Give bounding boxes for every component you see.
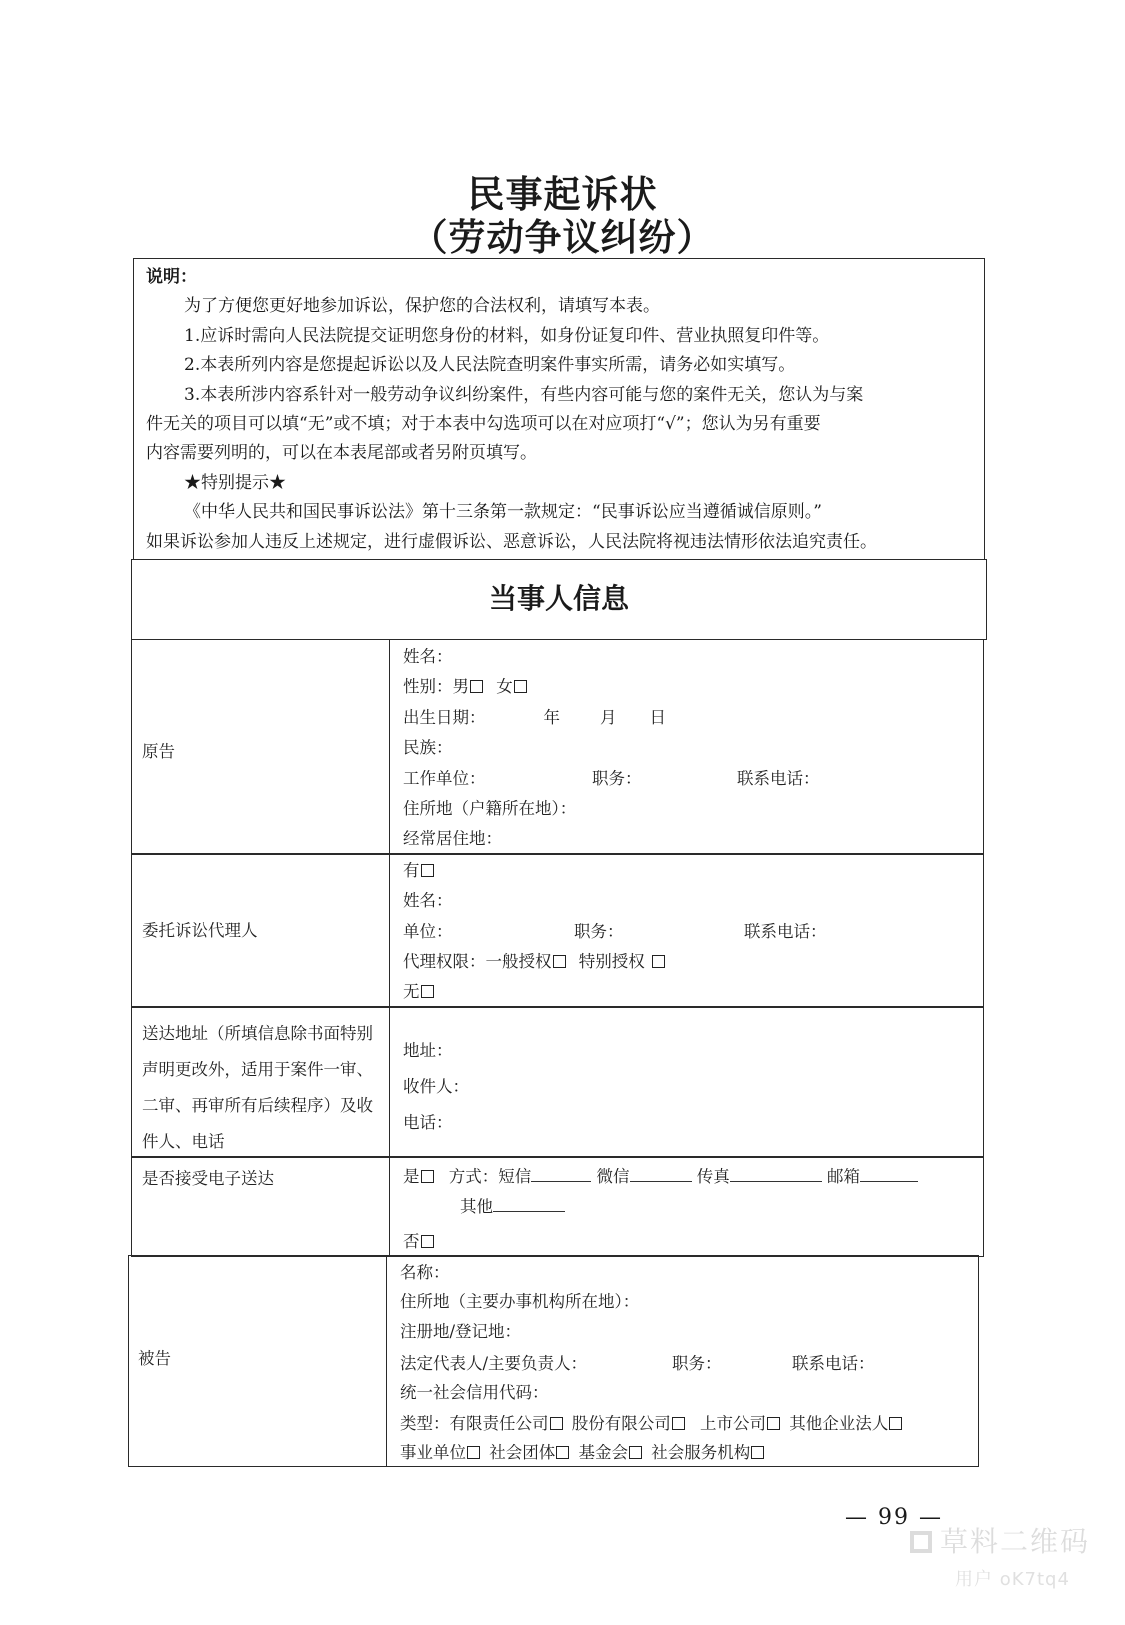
fax-blank[interactable]	[730, 1166, 822, 1182]
electronic-yes-checkbox[interactable]	[421, 1170, 434, 1183]
delivery-label-line-2: 声明更改外，适用于案件一审、	[142, 1060, 373, 1079]
agent-position-field[interactable]	[574, 918, 624, 942]
institution-label: 事业单位	[400, 1443, 466, 1462]
instructions-box	[133, 258, 985, 560]
instructions-intro: 为了方便您更好地参加诉讼，保护您的合法权利，请填写本表。	[184, 296, 660, 317]
plaintiff-residence-field[interactable]	[403, 825, 502, 849]
watermark	[910, 1520, 1090, 1560]
plaintiff-name-field[interactable]	[403, 643, 453, 667]
agent-unit-label: 单位：	[403, 922, 453, 941]
qr-logo-icon	[910, 1531, 932, 1553]
ethnicity-label: 民族：	[403, 738, 453, 757]
electronic-other	[460, 1193, 565, 1217]
wechat-label: 微信	[596, 1167, 630, 1186]
special-authority-label: 特别授权	[578, 952, 645, 971]
credit-code-label: 统一社会信用代码：	[400, 1383, 549, 1402]
agent-none-option	[403, 978, 436, 1002]
foundation-label: 基金会	[578, 1443, 628, 1462]
general-authority-label: 代理权限：一般授权	[403, 952, 552, 971]
delivery-label	[142, 1016, 373, 1160]
law-citation-line-2: 如果诉讼参加人违反上述规定，进行虚假诉讼、恶意诉讼，人民法院将视违法情形依法追究责任。	[146, 531, 877, 552]
listed-company-checkbox[interactable]	[767, 1417, 780, 1430]
other-label: 其他	[460, 1197, 493, 1216]
delivery-recipient-field[interactable]	[403, 1073, 469, 1097]
instructions-heading: 说明：	[146, 267, 197, 287]
defendant-position-field[interactable]	[672, 1350, 722, 1374]
plaintiff-birthdate-field[interactable]	[403, 704, 666, 728]
plaintiff-phone-field[interactable]	[737, 765, 820, 789]
institution-checkbox[interactable]	[467, 1446, 480, 1459]
month-label: 月	[600, 708, 617, 727]
delivery-phone-field[interactable]	[403, 1109, 453, 1133]
fax-label: 传真	[696, 1167, 730, 1186]
party-info-heading: 当事人信息	[131, 559, 987, 640]
social-service-checkbox[interactable]	[751, 1446, 764, 1459]
instructions-item-3-line-3: 内容需要列明的，可以在本表尾部或者另附页填写。	[146, 443, 537, 464]
defendant-type-row-2	[400, 1439, 766, 1463]
agent-authority-field	[403, 948, 667, 972]
agent-name-label: 姓名：	[403, 891, 453, 910]
agent-label: 委托诉讼代理人	[142, 921, 258, 940]
other-corp-checkbox[interactable]	[889, 1417, 902, 1430]
defendant-name-label: 名称：	[400, 1263, 450, 1282]
plaintiff-label: 原告	[142, 742, 175, 761]
foundation-checkbox[interactable]	[629, 1446, 642, 1459]
defendant-divider	[386, 1255, 387, 1467]
instructions-item-2: 2.本表所列内容是您提起诉讼以及人民法院查明案件事实所需，请务必如实填写。	[184, 355, 796, 376]
document-title: 民事起诉状	[467, 172, 658, 216]
defendant-phone-field[interactable]	[792, 1350, 875, 1374]
defendant-label: 被告	[138, 1349, 171, 1368]
social-group-checkbox[interactable]	[556, 1446, 569, 1459]
instructions-item-3-line-2: 件无关的项目可以填“无”或不填；对于本表中勾选项可以在对应项打“√”；您认为另有重要	[146, 414, 821, 435]
social-service-label: 社会服务机构	[651, 1443, 751, 1462]
delivery-address-field[interactable]	[403, 1037, 453, 1061]
other-blank[interactable]	[493, 1196, 565, 1212]
sms-blank[interactable]	[531, 1166, 591, 1182]
electronic-yes-label: 是	[403, 1167, 420, 1186]
law-citation-line-1: 《中华人民共和国民事诉讼法》第十三条第一款规定：“民事诉讼应当遵循诚信原则。”	[184, 502, 822, 523]
phone-label: 联系电话：	[737, 769, 820, 788]
defendant-legal-rep-field[interactable]	[400, 1350, 587, 1374]
delivery-label-line-3: 二审、再审所有后续程序）及收	[142, 1096, 373, 1115]
employer-label: 工作单位：	[403, 769, 486, 788]
electronic-no-checkbox[interactable]	[421, 1235, 434, 1248]
defendant-position-label: 职务：	[672, 1354, 722, 1373]
agent-position-label: 职务：	[574, 922, 624, 941]
year-label: 年	[543, 708, 560, 727]
document-subtitle: （劳动争议纠纷）	[410, 215, 715, 259]
electronic-methods	[403, 1163, 918, 1187]
defendant-registered-field[interactable]	[400, 1318, 521, 1342]
llc-label: 类型：有限责任公司	[400, 1414, 549, 1433]
wechat-blank[interactable]	[630, 1166, 692, 1182]
electronic-divider	[389, 1156, 390, 1257]
delivery-recipient-label: 收件人：	[403, 1077, 469, 1096]
electronic-no-option	[403, 1228, 436, 1252]
defendant-name-field[interactable]	[400, 1259, 450, 1283]
agent-name-field[interactable]	[403, 887, 453, 911]
joint-stock-label: 股份有限公司	[571, 1414, 671, 1433]
delivery-label-line-4: 件人、电话	[142, 1132, 225, 1151]
plaintiff-row	[131, 639, 984, 855]
defendant-domicile-label: 住所地（主要办事机构所在地）：	[400, 1292, 640, 1311]
instructions-item-1: 1.应诉时需向人民法院提交证明您身份的材料，如身份证复印件、营业执照复印件等。	[184, 325, 830, 346]
agent-none-checkbox[interactable]	[421, 985, 434, 998]
day-label: 日	[649, 708, 666, 727]
instructions-item-3-line-1: 3.本表所涉内容系针对一般劳动争议纠纷案件，有些内容可能与您的案件无关，您认为与案	[184, 384, 864, 405]
defendant-domicile-field[interactable]	[400, 1288, 639, 1312]
agent-has-option	[403, 857, 436, 881]
plaintiff-divider	[389, 639, 390, 855]
agent-has-checkbox[interactable]	[421, 864, 434, 877]
agent-unit-field[interactable]	[403, 918, 453, 942]
female-checkbox[interactable]	[514, 680, 527, 693]
position-label: 职务：	[592, 769, 642, 788]
delivery-address-label: 地址：	[403, 1041, 453, 1060]
domicile-label: 住所地（户籍所在地）：	[403, 799, 577, 818]
general-authority-checkbox[interactable]	[553, 955, 566, 968]
agent-divider	[389, 853, 390, 1008]
special-authority-checkbox[interactable]	[652, 955, 665, 968]
delivery-phone-label: 电话：	[403, 1113, 453, 1132]
watermark-user: 用户 oK7tq4	[955, 1569, 1070, 1590]
email-label: 邮箱	[827, 1167, 860, 1186]
other-corp-label: 其他企业法人	[789, 1414, 889, 1433]
plaintiff-domicile-field[interactable]	[403, 795, 576, 819]
electronic-no-label: 否	[403, 1232, 420, 1251]
defendant-legal-rep-label: 法定代表人/主要负责人：	[400, 1354, 588, 1373]
social-group-label: 社会团体	[489, 1443, 556, 1462]
sms-label: 方式：短信	[448, 1167, 532, 1186]
birthdate-label: 出生日期：	[403, 708, 486, 727]
joint-stock-checkbox[interactable]	[672, 1417, 685, 1430]
delivery-divider	[389, 1006, 390, 1158]
agent-has-label: 有	[403, 861, 420, 880]
email-blank[interactable]	[860, 1166, 918, 1182]
plaintiff-gender-field	[403, 673, 529, 697]
electronic-delivery-label: 是否接受电子送达	[142, 1169, 274, 1188]
plaintiff-name-label: 姓名：	[403, 647, 453, 666]
watermark-text: 草料二维码	[940, 1525, 1091, 1558]
plaintiff-ethnicity-field[interactable]	[403, 734, 453, 758]
defendant-credit-code-field[interactable]	[400, 1379, 549, 1403]
listed-company-label: 上市公司	[700, 1414, 766, 1433]
page-number: — 99 —	[845, 1505, 943, 1530]
llc-checkbox[interactable]	[550, 1417, 563, 1430]
defendant-phone-label: 联系电话：	[792, 1354, 875, 1373]
gender-label: 性别：	[403, 677, 453, 696]
delivery-label-line-1: 送达地址（所填信息除书面特别	[142, 1024, 373, 1043]
defendant-type-row-1	[400, 1410, 904, 1434]
plaintiff-employer-field[interactable]	[403, 765, 486, 789]
agent-row	[131, 853, 984, 1008]
plaintiff-position-field[interactable]	[592, 765, 642, 789]
special-notice-heading: ★特别提示★	[184, 472, 286, 493]
residence-label: 经常居住地：	[403, 829, 502, 848]
agent-phone-label: 联系电话：	[744, 922, 827, 941]
male-checkbox[interactable]	[470, 680, 483, 693]
female-label: 女	[496, 677, 513, 696]
agent-none-label: 无	[403, 982, 420, 1001]
defendant-registered-label: 注册地/登记地：	[400, 1322, 522, 1341]
male-label: 男	[452, 677, 469, 696]
agent-phone-field[interactable]	[744, 918, 827, 942]
